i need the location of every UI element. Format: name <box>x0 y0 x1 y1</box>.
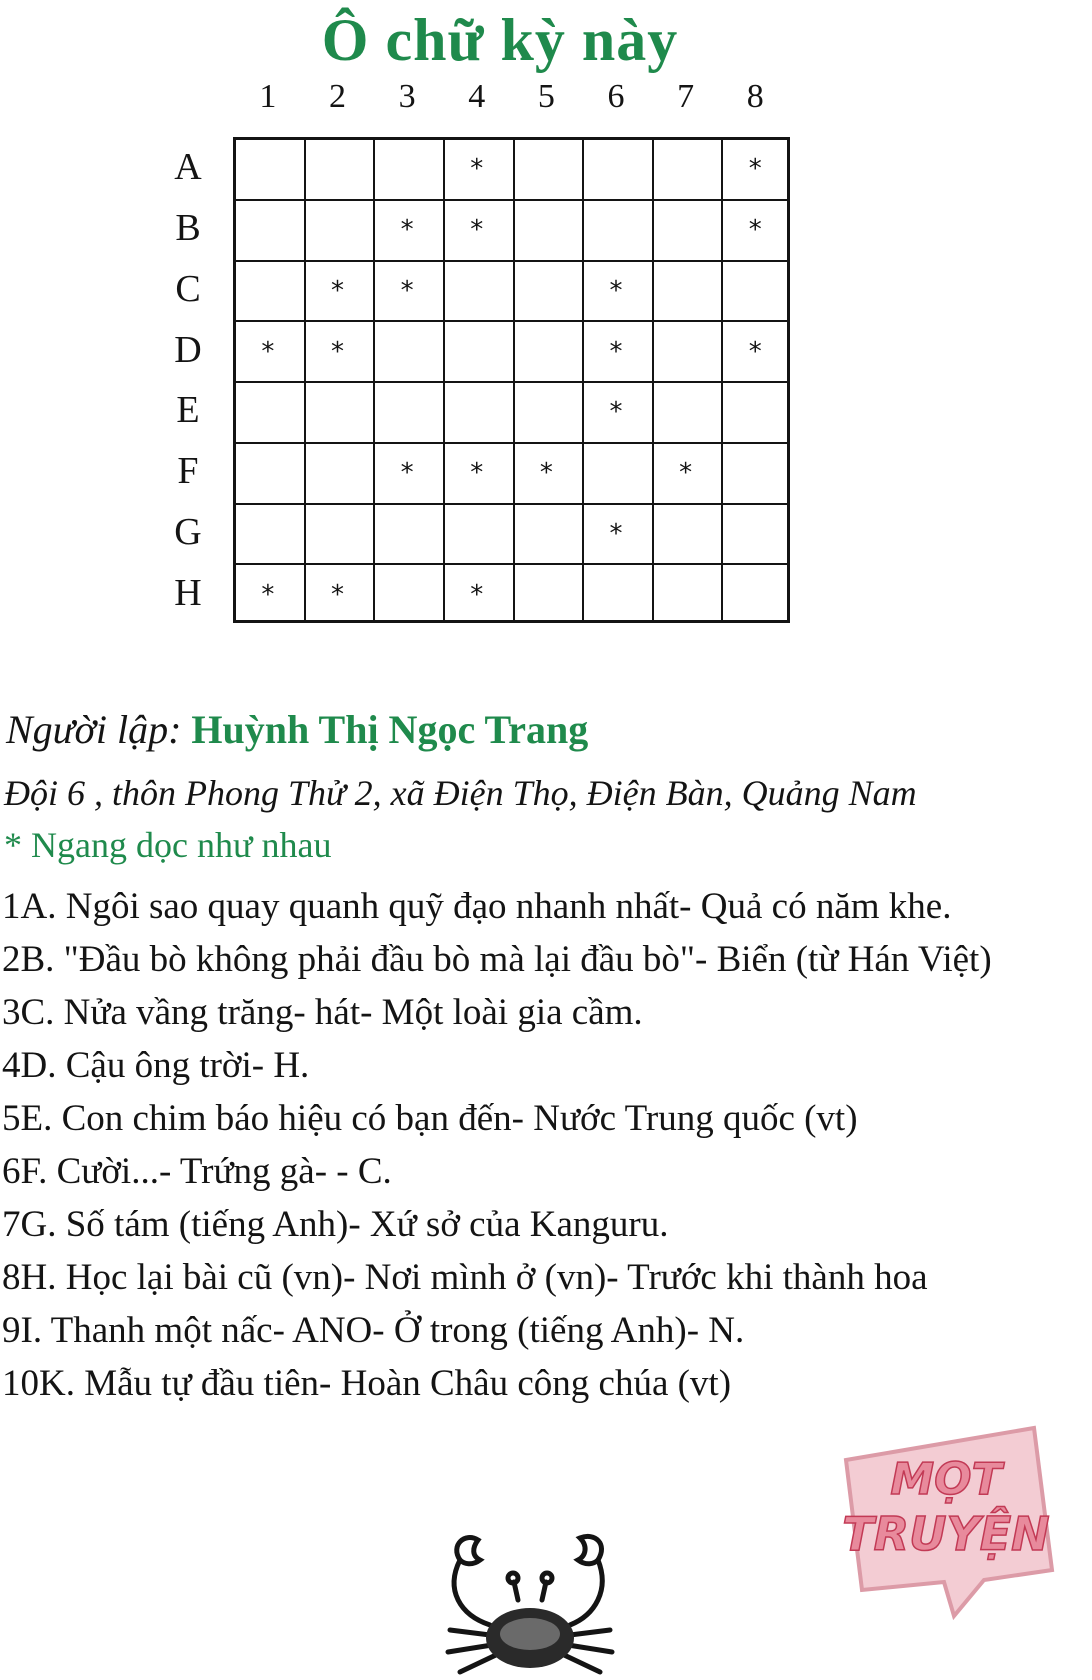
page-title: Ô chữ kỳ này <box>321 7 679 73</box>
grid-row-label: E <box>176 389 200 432</box>
grid-column-label: 3 <box>398 78 416 115</box>
grid-star-cell: * <box>330 336 344 367</box>
grid-row-label: A <box>174 146 202 189</box>
grid-star-cell: * <box>470 458 484 489</box>
grid-line <box>443 140 445 620</box>
clue-item: 7G. Số tám (tiếng Anh)- Xứ sở của Kanguru. <box>2 1204 669 1245</box>
clue-item: 6F. Cười...- Trứng gà- - C. <box>2 1151 392 1192</box>
clue-item: 5E. Con chim báo hiệu có bạn đến- Nước Trung quốc (vt) <box>2 1098 858 1139</box>
author-label: Người lập: <box>6 707 182 752</box>
crossword-grid <box>233 137 790 623</box>
grid-line <box>236 442 787 444</box>
clue-item: 9I. Thanh một nấc- ANO- Ở trong (tiếng Anh)- N. <box>2 1310 745 1351</box>
grid-column-label: 5 <box>537 78 555 115</box>
clue-list <box>2 880 1090 1410</box>
grid-star-cell: * <box>609 518 623 549</box>
grid-star-cell: * <box>261 336 275 367</box>
grid-row-label: D <box>174 328 202 371</box>
grid-line <box>236 320 787 322</box>
watermark-logo <box>834 1420 1060 1620</box>
grid-line <box>236 503 787 505</box>
grid-star-cell: * <box>748 154 762 185</box>
author-name: Huỳnh Thị Ngọc Trang <box>191 707 589 752</box>
grid-line <box>236 381 787 383</box>
grid-note: * Ngang dọc như nhau <box>4 825 332 865</box>
grid-column-label: 2 <box>328 78 346 115</box>
grid-star-cell: * <box>400 458 414 489</box>
clue-item: 3C. Nửa vầng trăng- hát- Một loài gia cầm. <box>2 992 643 1033</box>
grid-star-cell: * <box>400 275 414 306</box>
grid-star-cell: * <box>679 458 693 489</box>
grid-line <box>513 140 515 620</box>
clue-item: 8H. Học lại bài cũ (vn)- Nơi mình ở (vn)- Trước khi thành hoa <box>2 1257 928 1298</box>
grid-column-label: 6 <box>607 78 625 115</box>
grid-star-cell: * <box>470 215 484 246</box>
svg-text:MỌT: MỌT <box>890 1454 1002 1505</box>
grid-star-cell: * <box>330 579 344 610</box>
svg-text:TRUYỆN: TRUYỆN <box>842 1507 1050 1561</box>
grid-star-cell: * <box>470 579 484 610</box>
grid-column-label: 1 <box>259 78 277 115</box>
grid-star-cell: * <box>609 397 623 428</box>
grid-star-cell: * <box>470 154 484 185</box>
grid-line <box>373 140 375 620</box>
grid-row-label: F <box>177 450 199 493</box>
grid-line <box>304 140 306 620</box>
grid-star-cell: * <box>539 458 553 489</box>
grid-line <box>582 140 584 620</box>
grid-star-cell: * <box>609 275 623 306</box>
grid-line <box>652 140 654 620</box>
author-line <box>6 706 588 753</box>
grid-line <box>236 563 787 565</box>
grid-row-label: C <box>175 267 201 310</box>
grid-line <box>236 260 787 262</box>
grid-row-label: H <box>174 571 202 614</box>
grid-star-cell: * <box>609 336 623 367</box>
grid-column-label: 7 <box>677 78 695 115</box>
clue-item: 10K. Mẫu tự đầu tiên- Hoàn Châu công chúa (vt) <box>2 1363 732 1404</box>
grid-row-label: B <box>175 207 201 250</box>
grid-column-label: 8 <box>746 78 764 115</box>
author-address: Đội 6 , thôn Phong Thử 2, xã Điện Thọ, Điện Bàn, Quảng Nam <box>4 773 917 813</box>
crab-icon <box>420 1530 640 1680</box>
grid-star-cell: * <box>748 215 762 246</box>
grid-row-label: G <box>174 510 202 553</box>
clue-item: 2B. "Đầu bò không phải đầu bò mà lại đầu bò"- Biển (từ Hán Việt) <box>2 939 992 980</box>
grid-star-cell: * <box>330 275 344 306</box>
grid-star-cell: * <box>400 215 414 246</box>
grid-column-label: 4 <box>468 78 486 115</box>
grid-line <box>236 199 787 201</box>
grid-star-cell: * <box>748 336 762 367</box>
grid-star-cell: * <box>261 579 275 610</box>
clue-item: 1A. Ngôi sao quay quanh quỹ đạo nhanh nhất- Quả có năm khe. <box>2 886 952 927</box>
clue-item: 4D. Cậu ông trời- H. <box>2 1045 310 1086</box>
grid-line <box>721 140 723 620</box>
